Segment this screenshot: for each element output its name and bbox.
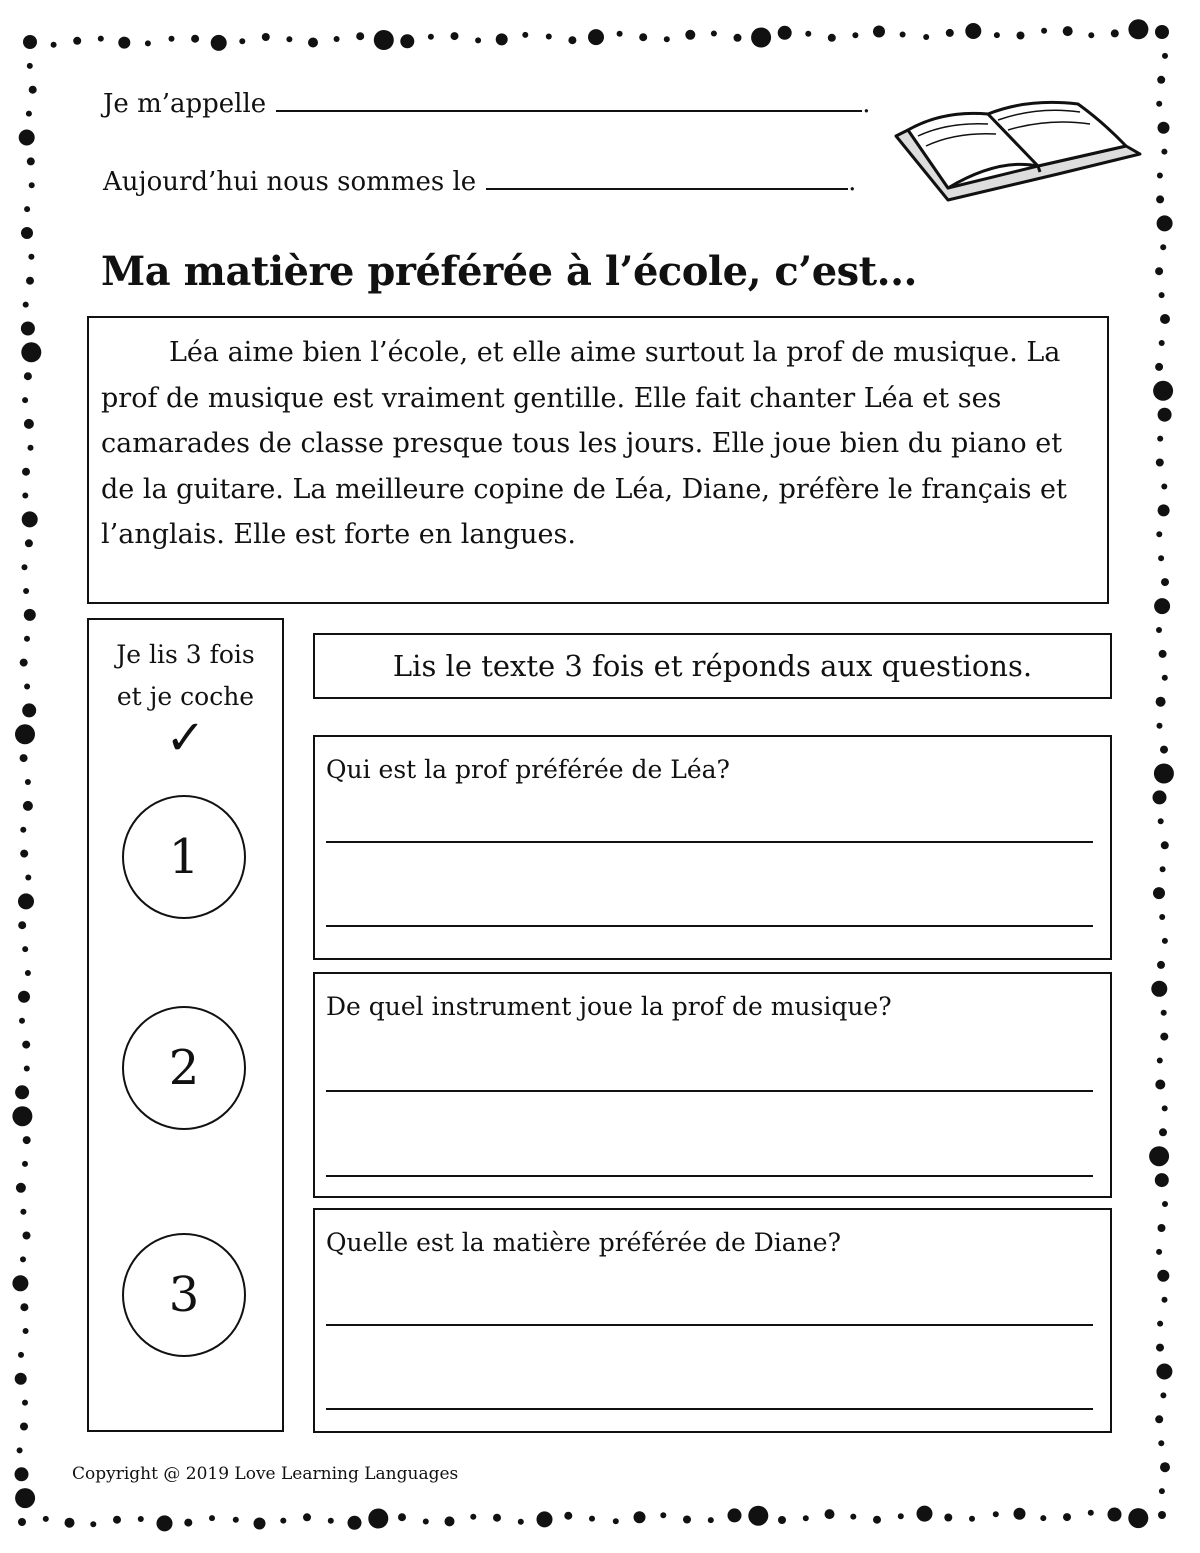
border-dot: [16, 1183, 26, 1193]
border-dot: [20, 1423, 28, 1431]
border-dot: [873, 26, 885, 38]
border-dot: [1161, 149, 1167, 155]
border-dot: [20, 827, 26, 833]
border-dot: [15, 1085, 29, 1099]
date-period: .: [848, 167, 857, 197]
border-dot: [1159, 650, 1167, 658]
border-dot: [588, 29, 604, 45]
border-dot: [65, 1518, 75, 1528]
instructions-box: [313, 633, 1112, 699]
border-dot: [18, 991, 30, 1003]
border-dot: [1158, 122, 1170, 134]
border-dot: [15, 1488, 35, 1508]
border-dot: [445, 1516, 455, 1526]
border-dot: [965, 23, 981, 39]
border-dot: [613, 1518, 619, 1524]
border-dot: [23, 1136, 31, 1144]
border-dot: [1017, 32, 1025, 40]
border-dot: [23, 801, 33, 811]
border-dot: [423, 1519, 429, 1525]
question-box-3: [313, 1208, 1112, 1433]
story-box: [87, 316, 1109, 604]
border-dot: [25, 875, 31, 881]
border-dot: [1155, 1415, 1163, 1423]
border-dot: [589, 1516, 595, 1522]
border-dot: [118, 37, 130, 49]
border-dot: [1156, 531, 1162, 537]
border-dot: [1159, 914, 1165, 920]
border-dot: [898, 1513, 904, 1519]
border-dot: [1160, 746, 1168, 754]
border-dot: [1157, 76, 1165, 84]
question-box-2: [313, 972, 1112, 1198]
border-dot: [1041, 28, 1047, 34]
border-dot: [1157, 723, 1163, 729]
border-dot: [29, 182, 35, 188]
border-dot: [1158, 504, 1170, 516]
border-dot: [145, 40, 151, 46]
border-dot: [184, 1519, 192, 1527]
border-dot: [778, 1516, 786, 1524]
border-dot: [20, 754, 28, 762]
date-label: Aujourd’hui nous sommes le: [103, 167, 477, 197]
question-2-text: De quel instrument joue la prof de musique?: [326, 992, 892, 1021]
border-dot: [22, 493, 28, 499]
border-dot: [356, 32, 364, 40]
border-dot: [23, 588, 29, 594]
border-dot: [1157, 173, 1163, 179]
answer-line[interactable]: [326, 1408, 1093, 1410]
border-dot: [1161, 484, 1167, 490]
open-book-icon: [888, 96, 1150, 208]
name-blank[interactable]: [276, 88, 862, 112]
border-dot: [27, 157, 35, 165]
question-1-text: Qui est la prof préférée de Léa?: [326, 755, 730, 784]
border-dot: [470, 1514, 476, 1520]
border-dot: [1149, 1146, 1169, 1166]
border-dot: [24, 684, 30, 690]
border-dot: [825, 1509, 835, 1519]
border-dot: [873, 1516, 881, 1524]
question-3-text: Quelle est la matière préférée de Diane?: [326, 1228, 842, 1257]
border-dot: [1156, 697, 1166, 707]
border-dot: [1151, 981, 1167, 997]
border-dot: [1162, 1201, 1168, 1207]
border-dot: [1158, 1511, 1166, 1519]
border-dot: [22, 468, 30, 476]
border-dot: [113, 1516, 121, 1524]
border-dot: [778, 26, 792, 40]
border-dot: [803, 1515, 809, 1521]
border-dot: [1162, 1105, 1168, 1111]
border-dot: [157, 1515, 173, 1531]
border-dot: [493, 1514, 501, 1522]
border-dot: [1161, 841, 1169, 849]
border-dot: [1153, 790, 1167, 804]
reading-circle-2[interactable]: 2: [122, 1006, 246, 1130]
border-dot: [751, 28, 771, 48]
border-dot: [1160, 1462, 1170, 1472]
border-dot: [639, 33, 647, 41]
border-dot: [334, 36, 340, 42]
answer-line[interactable]: [326, 1324, 1093, 1326]
border-dot: [1040, 1515, 1046, 1521]
border-dot: [546, 34, 552, 40]
border-dot: [73, 37, 81, 45]
border-dot: [917, 1506, 933, 1522]
border-dot: [1155, 267, 1163, 275]
name-line: [103, 88, 870, 119]
border-dot: [994, 32, 1000, 38]
border-dot: [20, 850, 28, 858]
border-dot: [90, 1521, 96, 1527]
border-dot: [1156, 195, 1164, 203]
border-dot: [1128, 19, 1148, 39]
check-label-line1: Je lis 3 fois: [116, 640, 255, 669]
border-dot: [19, 1018, 25, 1024]
border-dot: [1153, 887, 1165, 899]
border-dot: [728, 1508, 742, 1522]
border-dot: [1111, 29, 1119, 37]
border-dot: [348, 1516, 362, 1530]
border-dot: [23, 1328, 29, 1334]
border-dot: [1063, 26, 1073, 36]
border-dot: [1156, 627, 1162, 633]
answer-line[interactable]: [326, 1090, 1093, 1092]
border-dot: [262, 33, 270, 41]
border-dot: [24, 1066, 30, 1072]
border-dot: [1157, 436, 1163, 442]
border-dot: [1156, 1249, 1162, 1255]
border-dot: [1155, 25, 1169, 39]
border-dot: [23, 1232, 31, 1240]
border-dot: [1155, 363, 1163, 371]
border-dot: [748, 1506, 768, 1526]
border-dot: [1157, 1058, 1163, 1064]
question-box-1: [313, 735, 1112, 960]
border-dot: [1158, 555, 1164, 561]
border-dot: [1155, 1080, 1165, 1090]
border-dot: [24, 372, 32, 380]
border-dot: [1128, 1508, 1148, 1528]
border-dot: [708, 1517, 714, 1523]
border-dot: [1160, 314, 1170, 324]
border-dot: [1156, 1344, 1164, 1352]
border-dot: [20, 1303, 28, 1311]
border-dot: [22, 1161, 28, 1167]
border-dot: [1108, 1508, 1122, 1522]
border-dot: [683, 1516, 691, 1524]
border-dot: [18, 1518, 26, 1526]
border-dot: [24, 636, 30, 642]
border-dot: [18, 921, 26, 929]
border-dot: [308, 38, 318, 48]
checkmark-icon: ✓: [165, 710, 206, 766]
border-dot: [21, 227, 33, 239]
border-dot: [1160, 1033, 1168, 1041]
border-dot: [303, 1513, 311, 1521]
border-dot: [1162, 1297, 1168, 1303]
border-dot: [1155, 1173, 1169, 1187]
border-dot: [374, 30, 394, 50]
reading-check-column: [87, 618, 284, 1432]
border-dot: [24, 206, 30, 212]
border-dot: [1159, 292, 1165, 298]
border-dot: [1160, 244, 1166, 250]
border-dot: [28, 254, 34, 260]
border-dot: [18, 893, 34, 909]
border-dot: [850, 1514, 856, 1520]
border-dot: [209, 1515, 215, 1521]
border-dot: [21, 342, 41, 362]
border-dot: [634, 1511, 646, 1523]
border-dot: [18, 1352, 24, 1358]
border-dot: [805, 31, 811, 37]
border-dot: [1159, 1128, 1167, 1136]
border-dot: [22, 1400, 28, 1406]
answer-line[interactable]: [326, 925, 1093, 927]
name-period: .: [862, 89, 871, 119]
border-dot: [20, 1256, 26, 1262]
border-dot: [900, 32, 906, 38]
border-dot: [1156, 1364, 1172, 1380]
border-dot: [537, 1511, 553, 1527]
border-dot: [233, 1517, 239, 1523]
border-dot: [1157, 1321, 1163, 1327]
border-dot: [1158, 818, 1164, 824]
border-dot: [496, 33, 508, 45]
border-dot: [568, 36, 576, 44]
border-dot: [191, 35, 199, 43]
border-dot: [475, 37, 481, 43]
border-dot: [617, 31, 623, 37]
border-dot: [400, 34, 414, 48]
border-dot: [1154, 764, 1174, 784]
border-dot: [22, 511, 38, 527]
border-dot: [734, 34, 742, 42]
border-dot: [1159, 340, 1165, 346]
border-dot: [280, 1518, 286, 1524]
border-dot: [24, 609, 36, 621]
date-blank[interactable]: [486, 166, 848, 190]
border-dot: [1157, 961, 1165, 969]
border-dot: [1162, 938, 1168, 944]
border-dot: [1159, 1488, 1165, 1494]
name-label: Je m’appelle: [103, 89, 267, 119]
border-dot: [664, 36, 670, 42]
border-dot: [19, 130, 35, 146]
border-dot: [522, 32, 528, 38]
border-dot: [1014, 1508, 1026, 1520]
border-dot: [1157, 215, 1173, 231]
border-dot: [1154, 598, 1170, 614]
reading-circle-3[interactable]: 3: [122, 1233, 246, 1357]
border-dot: [1162, 53, 1168, 59]
border-dot: [1156, 459, 1164, 467]
border-dot: [15, 1373, 27, 1385]
border-dot: [1153, 381, 1173, 401]
border-dot: [15, 1467, 29, 1481]
border-dot: [22, 564, 28, 570]
border-dot: [22, 397, 28, 403]
answer-line[interactable]: [326, 1175, 1093, 1177]
border-dot: [22, 946, 28, 952]
border-dot: [1160, 1392, 1166, 1398]
border-dot: [211, 35, 227, 51]
border-dot: [22, 703, 36, 717]
border-dot: [239, 38, 245, 44]
border-dot: [564, 1512, 572, 1520]
border-dot: [28, 445, 34, 451]
border-dot: [98, 36, 104, 42]
answer-line[interactable]: [326, 841, 1093, 843]
border-dot: [1088, 32, 1094, 38]
copyright: Copyright @ 2019 Love Learning Languages: [72, 1464, 459, 1484]
border-dot: [24, 419, 34, 429]
border-dot: [1158, 408, 1172, 422]
border-dot: [1088, 1510, 1094, 1516]
border-dot: [25, 779, 31, 785]
border-dot: [169, 36, 175, 42]
border-dot: [138, 1516, 144, 1522]
border-dot: [22, 1041, 30, 1049]
border-dot: [43, 1516, 49, 1522]
border-dot: [1161, 1010, 1167, 1016]
border-dot: [1161, 578, 1169, 586]
border-dot: [25, 539, 33, 547]
border-dot: [29, 86, 37, 94]
border-dot: [660, 1512, 666, 1518]
border-dot: [254, 1518, 266, 1530]
border-dot: [25, 970, 31, 976]
border-dot: [1063, 1513, 1071, 1521]
border-dot: [451, 32, 459, 40]
border-dot: [27, 63, 33, 69]
border-dot: [12, 1106, 32, 1126]
border-dot: [12, 1275, 28, 1291]
border-dot: [993, 1511, 999, 1517]
border-dot: [1160, 866, 1166, 872]
border-dot: [20, 1209, 26, 1215]
border-dot: [711, 31, 717, 37]
reading-circle-1[interactable]: 1: [122, 795, 246, 919]
border-dot: [20, 659, 28, 667]
check-label: [89, 634, 282, 718]
border-dot: [969, 1516, 975, 1522]
border-dot: [328, 1518, 334, 1524]
border-dot: [828, 34, 836, 42]
instructions-text: Lis le texte 3 fois et réponds aux questions.: [392, 649, 1033, 683]
border-dot: [1162, 675, 1168, 681]
border-dot: [428, 34, 434, 40]
border-dot: [26, 277, 34, 285]
border-dot: [15, 724, 35, 744]
border-dot: [23, 35, 37, 49]
border-dot: [852, 32, 858, 38]
border-dot: [23, 302, 29, 308]
page-title: Ma matière préférée à l’école, c’est...: [101, 248, 917, 295]
border-dot: [17, 1447, 23, 1453]
border-dot: [1157, 1270, 1169, 1282]
border-dot: [685, 30, 695, 40]
date-line: [103, 166, 856, 197]
border-dot: [1158, 1224, 1166, 1232]
story-text: Léa aime bien l’école, et elle aime surtout la prof de musique. La prof de musique est vraiment gentille. Elle fait chanter Léa et ses camarades de classe presque tous les jours. Elle joue bien du piano et de la guitare. La meilleure copine de Léa, Diane, préfère le français et l’anglais. Elle est forte en langues.: [101, 337, 1067, 550]
border-dot: [518, 1519, 524, 1525]
border-dot: [1156, 101, 1162, 107]
border-dot: [286, 36, 292, 42]
border-dot: [1158, 1440, 1164, 1446]
border-dot: [26, 111, 32, 117]
border-dot: [21, 322, 35, 336]
border-dot: [368, 1509, 388, 1529]
check-label-line2: et je coche: [116, 682, 255, 711]
border-dot: [923, 34, 929, 40]
border-dot: [51, 42, 57, 48]
border-dot: [946, 29, 954, 37]
border-dot: [398, 1513, 406, 1521]
border-dot: [944, 1514, 952, 1522]
